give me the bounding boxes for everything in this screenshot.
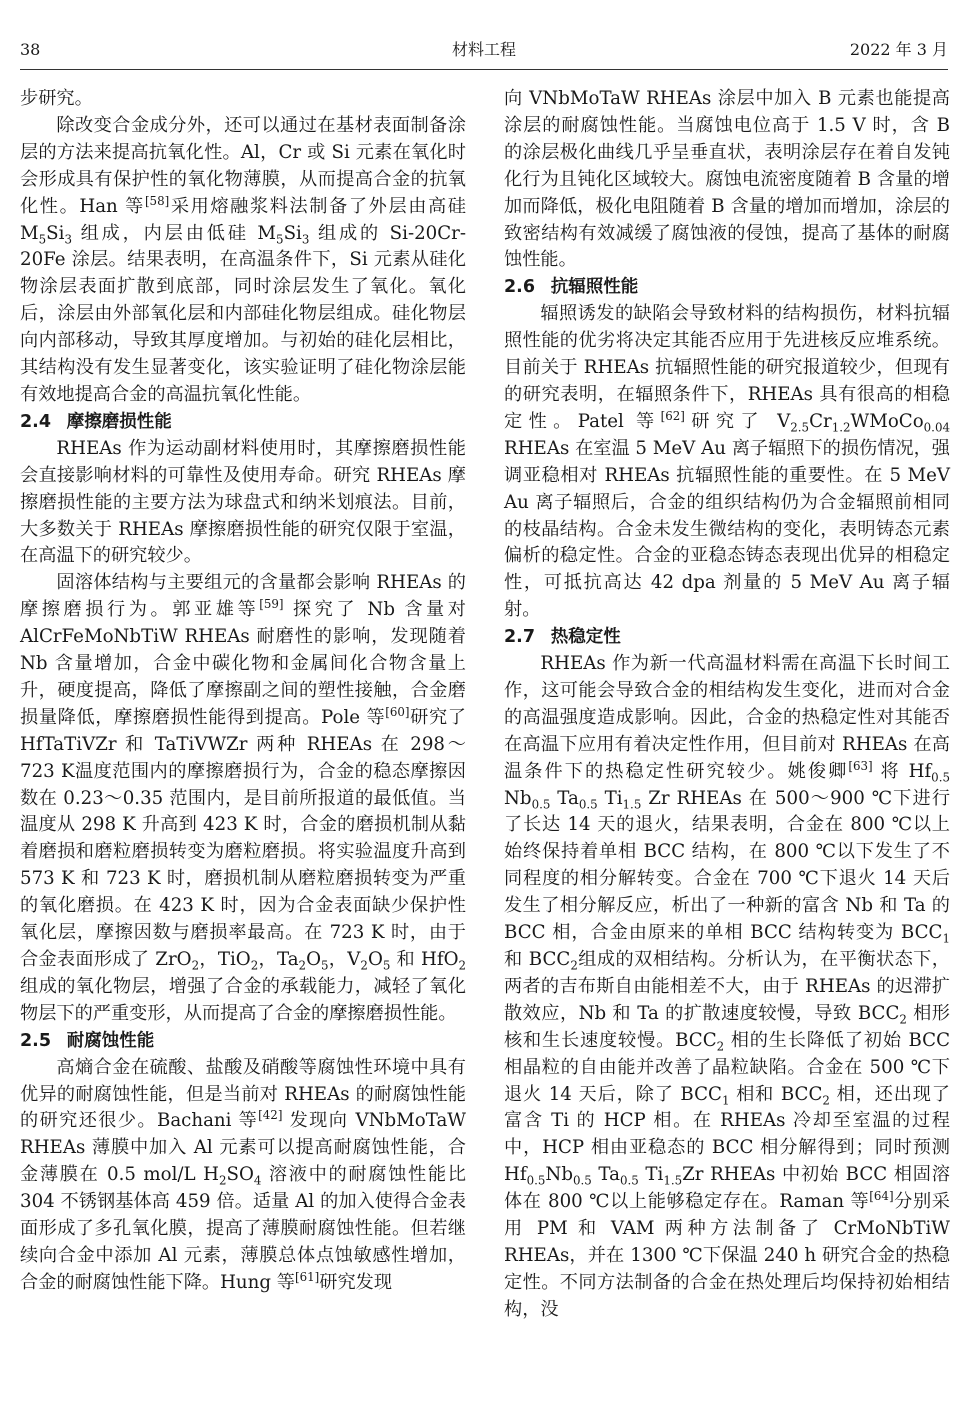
left-column [20,86,466,1297]
paragraph: 除改变合金成分外，还可以通过在基材表面制备涂层的方法来提高抗氧化性。Al，Cr 或 Si 元素在氧化时会形成具有保护性的氧化物薄膜，从而提高合金的抗氧化性。Han 等[58]采用熔融浆料法制备了外层由高硅 $M_5Si_3$ 组成，内层由低硅 $M_5Si_3$ 组成的 Si-20Cr-20Fe 涂层。结果表明，在高温条件下，Si 元素从硅化物涂层表面扩散到底部，同时涂层发生了氧化。氧化后，涂层由外部氧化层和内部硅化物层组成。硅化物层向内部移动，导致其厚度增加。与初始的硅化层相比，其结构没有发生显著变化，该实验证明了硅化物涂层能有效地提高合金的高温抗氧化性能。 [20,114,467,405]
page-number: 38 [20,40,41,59]
right-column [504,86,950,1324]
issue-date: 2022 年 3 月 [849,40,948,59]
paragraph: 固溶体结构与主要组元的含量都会影响 RHEAs 的摩擦磨损行为。郭亚雄等[59] 探究了 Nb 含量对 AlCrFeMoNbTiW RHEAs 耐磨性的影响，发现随着 Nb 含量增加，合金中碳化物和金属间化合物含量上升，硬度提高，降低了摩擦副之间的塑性接触，合金磨损量降低，摩擦磨损性能得到提高。Pole 等[60]研究了 HfTaTiVZr 和 TaTiVWZr 两种 RHEAs 在 298～723 K温度范围内的摩擦磨损行为，合金的稳态摩擦因数在 0.23～0.35 范围内，是目前所报道的最低值。当温度从 298 K 升高到 423 K 时，合金的磨损机制从黏着磨损和磨粒磨损转变为磨粒磨损。将实验温度升高到 573 K 和 723 K 时，磨损机制从磨粒磨损转变为严重的氧化磨损。在 423 K 时，因为合金表面缺少保护性氧化层，摩擦因数与磨损率最高。在 723 K 时，由于合金表面形成了 ZrO$_2$，TiO$_2$，$Ta_2O_5$，$V_2O_5$ 和 HfO$_2$ 组成的氧化物层，增强了合金的承载能力，减轻了氧化物层下的严重变形，从而提高了合金的摩擦磨损性能。 [20,572,467,1024]
paragraph: 辐照诱发的缺陷会导致材料的结构损伤，材料抗辐照性能的优劣将决定其能否应用于先进核反应堆系统。目前关于 RHEAs 抗辐照性能的研究报道较少，但现有的研究表明，在辐照条件下，RHEAs 具有很高的相稳定性。Patel 等[62]研究了 $V_{2.5}Cr_{1.2}WMoCo_{0.04}$ RHEAs 在室温 5 MeV Au 离子辐照下的损伤情况，强调亚稳相对 RHEAs 抗辐照性能的重要性。在 5 MeV Au 离子辐照后，合金的组织结构仍为合金辐照前相同的枝晶结构。合金未发生微结构的变化，表明铸态元素偏析的稳定性。合金的亚稳态铸态表现出优异的相稳定性，可抵抗高达 42 dpa 剂量的 5 MeV Au 离子辐射。 [504,303,950,621]
citation[interactable]: [62] [660,408,685,423]
section-heading: 2.4 摩擦磨损性能 [20,411,172,432]
paragraph: 向 VNbMoTaW RHEAs 涂层中加入 B 元素也能提高涂层的耐腐蚀性能。当腐蚀电位高于 1.5 V 时，含 B 的涂层极化曲线几乎呈垂直状，表明涂层存在着自发钝化行为且钝化区域较大。腐蚀电流密度随着 B 含量的增加而降低，极化电阻随着 B 含量的增加而增加，涂层的致密结构有效减缓了腐蚀液的侵蚀，提高了基体的耐腐蚀性能。 [504,88,950,271]
citation[interactable]: [64] [869,1189,894,1204]
section-heading: 2.6 抗辐照性能 [504,277,639,298]
citation[interactable]: [63] [848,758,873,773]
citation[interactable]: [59] [259,597,284,612]
header-rule [20,69,948,70]
citation[interactable]: [61] [294,1269,320,1284]
paragraph: 高熵合金在硫酸、盐酸及硝酸等腐蚀性环境中具有优异的耐腐蚀性能，但是当前对 RHEAs 的耐腐蚀性能的研究还很少。Bachani 等[42] 发现向 VNbMoTaW RHEAs 薄膜中加入 Al 元素可以提高耐腐蚀性能，合金薄膜在 0.5 mol/L $H_2SO_4$ 溶液中的耐腐蚀性能比 304 不锈钢基体高 459 倍。适量 Al 的加入使得合金表面形成了多孔氧化膜，提高了薄膜耐腐蚀性能。但若继续向合金中添加 Al 元素，薄膜总体点蚀敏感性增加，合金的耐腐蚀性能下降。Hung 等[61]研究发现 [20,1056,466,1293]
paragraph: RHEAs 作为新一代高温材料需在高温下长时间工作，这可能会导致合金的相结构发生变化，进而对合金的高温强度造成影响。因此，合金的热稳定性对其能否在高温下应用有着决定性作用，但目前对 RHEAs 在高温条件下的热稳定性研究较少。姚俊卿[63] 将 $Hf_{0.5}$ $Nb_{0.5}$ $Ta_{0.5}$ $Ti_{1.5}$ Zr RHEAs 在 500～900 ℃下进行了长达 14 天的退火，结果表明，合金在 800 ℃以上始终保持着单相 BCC 结构，在 800 ℃以下发生了不同程度的相分解转变。合金在 700 ℃下退火 14 天后发生了相分解反应，析出了一种新的富含 Nb 和 Ta 的 BCC 相，合金由原来的单相 BCC 结构转变为 $BCC_1$ 和 $BCC_2$组成的双相结构。分析认为，在平衡状态下，两者的吉布斯自由能相差不大，由于 RHEAs 的迟滞扩散效应，Nb 和 Ta 的扩散速度较慢，导致 $BCC_2$ 相形核和生长速度较慢。$BCC_2$ 相的生长降低了初始 BCC 相晶粒的自由能并改善了晶粒缺陷。合金在 500 ℃下退火 14 天后，除了 $BCC_1$ 相和 $BCC_2$ 相，还出现了富含 Ti 的 HCP 相。在 RHEAs 冷却至室温的过程中，HCP 相由亚稳态的 BCC 相分解得到；同时预测 $Hf_{0.5}Nb_{0.5}$ $Ta_{0.5}$ $Ti_{1.5}Zr$ RHEAs 中初始 BCC 相固溶体在 800 ℃以上能够稳定存在。Raman 等[64]分别采用 PM 和 VAM 两种方法制备了 CrMoNbTiW RHEAs，并在 1300 ℃下保温 240 h 研究合金的热稳定性。不同方法制备的合金在热处理后均保持初始相结构，没 [504,653,951,1320]
paragraph: RHEAs 作为运动副材料使用时，其摩擦磨损性能会直接影响材料的可靠性及使用寿命。研究 RHEAs 摩擦磨损性能的主要方法为球盘式和纳米划痕法。目前，大多数关于 RHEAs 摩擦磨损性能的研究仅限于室温，在高温下的研究较少。 [20,437,466,567]
journal-title: 材料工程 [451,40,516,59]
citation[interactable]: [42] [258,1108,283,1123]
citation[interactable]: [58] [144,193,170,208]
citation[interactable]: [60] [385,704,410,719]
section-heading: 2.5 耐腐蚀性能 [20,1030,155,1051]
paragraph: 步研究。 [20,88,93,109]
section-heading: 2.7 热稳定性 [504,627,621,648]
